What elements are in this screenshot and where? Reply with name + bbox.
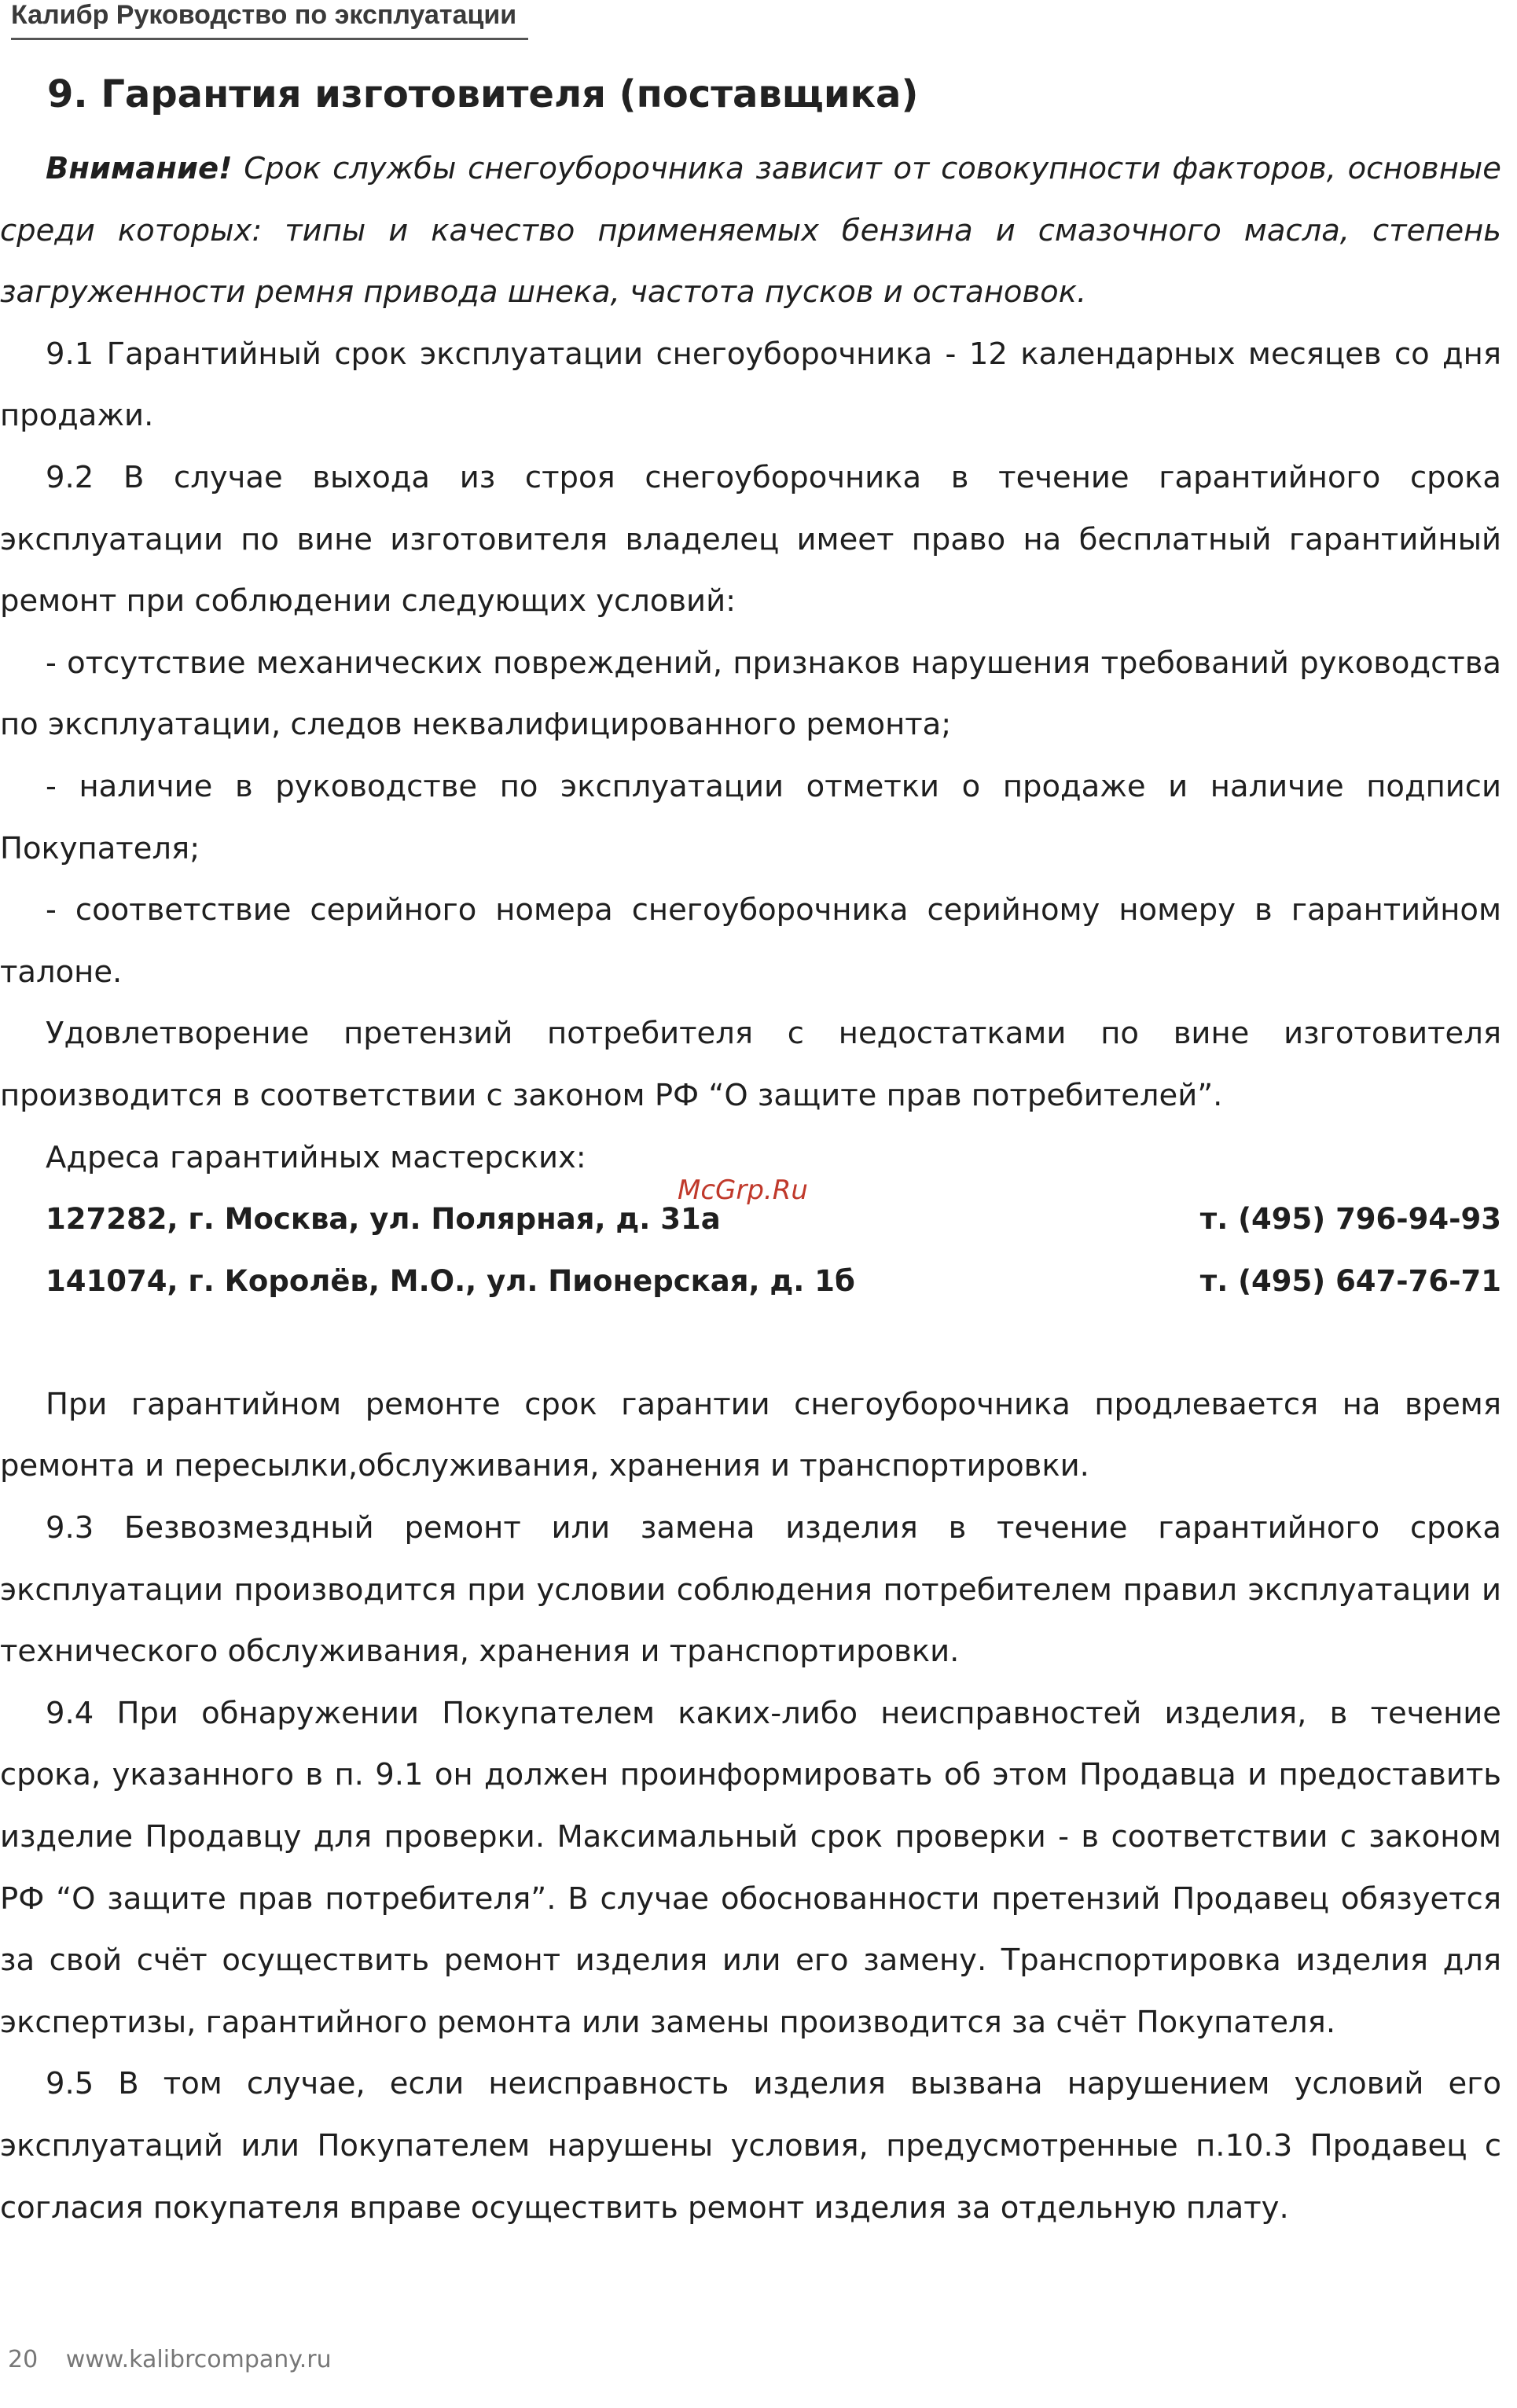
spacer [0,1312,1501,1374]
watermark: McGrp.Ru [678,1175,808,1206]
workshop-address: 141074, г. Королёв, М.О., ул. Пионерская, д. 1б [46,1263,855,1298]
paragraph-9-1: 9.1 Гарантийный срок эксплуатации снегоуборочника - 12 календарных месяцев со дня продажи. [0,336,1501,434]
document-title: Калибр Руководство по эксплуатации [11,0,517,30]
section-title: 9. Гарантия изготовителя (поставщика) [47,72,919,116]
page-number: 20 [8,2346,39,2373]
paragraph-9-5: 9.5 В том случае, если неисправность изделия вызвана нарушением условий его эксплуатаций или Покупателем нарушены условия, предусмотренные п.10.3 Продавец с согласия покупателя вправе осуществить ремонт изделия за отдельную плату. [0,2066,1501,2226]
attention-text: Срок службы снегоуборочника зависит от совокупности факторов, основные среди которых: типы и качество применяемых бензина и смазочного масла, степень загруженности ремня привода шнека, частота пусков и остановок. [0,151,1501,311]
running-header [11,0,528,40]
workshop-address: 127282, г. Москва, ул. Полярная, д. 31а [46,1202,721,1237]
website-link[interactable]: www.kalibrcompany.ru [65,2346,332,2373]
paragraph-9-3: 9.3 Безвозмездный ремонт или замена изделия в течение гарантийного срока эксплуатации производится при условии соблюдения потребителем правил эксплуатации и технического обслуживания, хранения и транспортировки. [0,1510,1501,1670]
workshop-phone: т. (495) 796-94-93 [1199,1202,1501,1237]
extension-paragraph: При гарантийном ремонте срок гарантии снегоуборочника продлевается на время ремонта и пересылки,обслуживания, хранения и транспортировки. [0,1386,1501,1484]
workshop-phone: т. (495) 647-76-71 [1199,1263,1501,1298]
attention-label: Внимание! [46,151,233,186]
paragraph-9-4: 9.4 При обнаружении Покупателем каких-либо неисправностей изделия, в течение срока, указанного в п. 9.1 он должен проинформировать об этом Продавца и предоставить изделие Продавцу для проверки. Максимальный срок проверки - в соответствии с законом РФ “О защите прав потребителя”. В случае обоснованности претензий Продавец обязуется за свой счёт осуществить ремонт изделия или его замену. Транспортировка изделия для экспертизы, гарантийного ремонта или замены производится за счёт Покупателя. [0,1695,1501,2040]
condition-item: - отсутствие механических повреждений, признаков нарушения требований руководства по эксплуатации, следов неквалифицированного ремонта; [0,645,1501,743]
page-footer [8,2346,332,2373]
attention-paragraph [0,138,1501,324]
paragraph-9-2: 9.2 В случае выхода из строя снегоуборочника в течение гарантийного срока эксплуатации по вине изготовителя владелец имеет право на бесплатный гарантийный ремонт при соблюдении следующих условий: [0,459,1501,619]
condition-item: - наличие в руководстве по эксплуатации отметки о продаже и наличие подписи Покупателя; [0,768,1501,866]
claims-paragraph: Удовлетворение претензий потребителя с недостатками по вине изготовителя производится в соответствии с законом РФ “О защите прав потребителей”. [0,1016,1501,1113]
condition-item: - соответствие серийного номера снегоуборочника серийному номеру в гарантийном талоне. [0,892,1501,990]
addresses-label: Адреса гарантийных мастерских: [46,1139,586,1175]
workshop-row [0,1251,1501,1313]
